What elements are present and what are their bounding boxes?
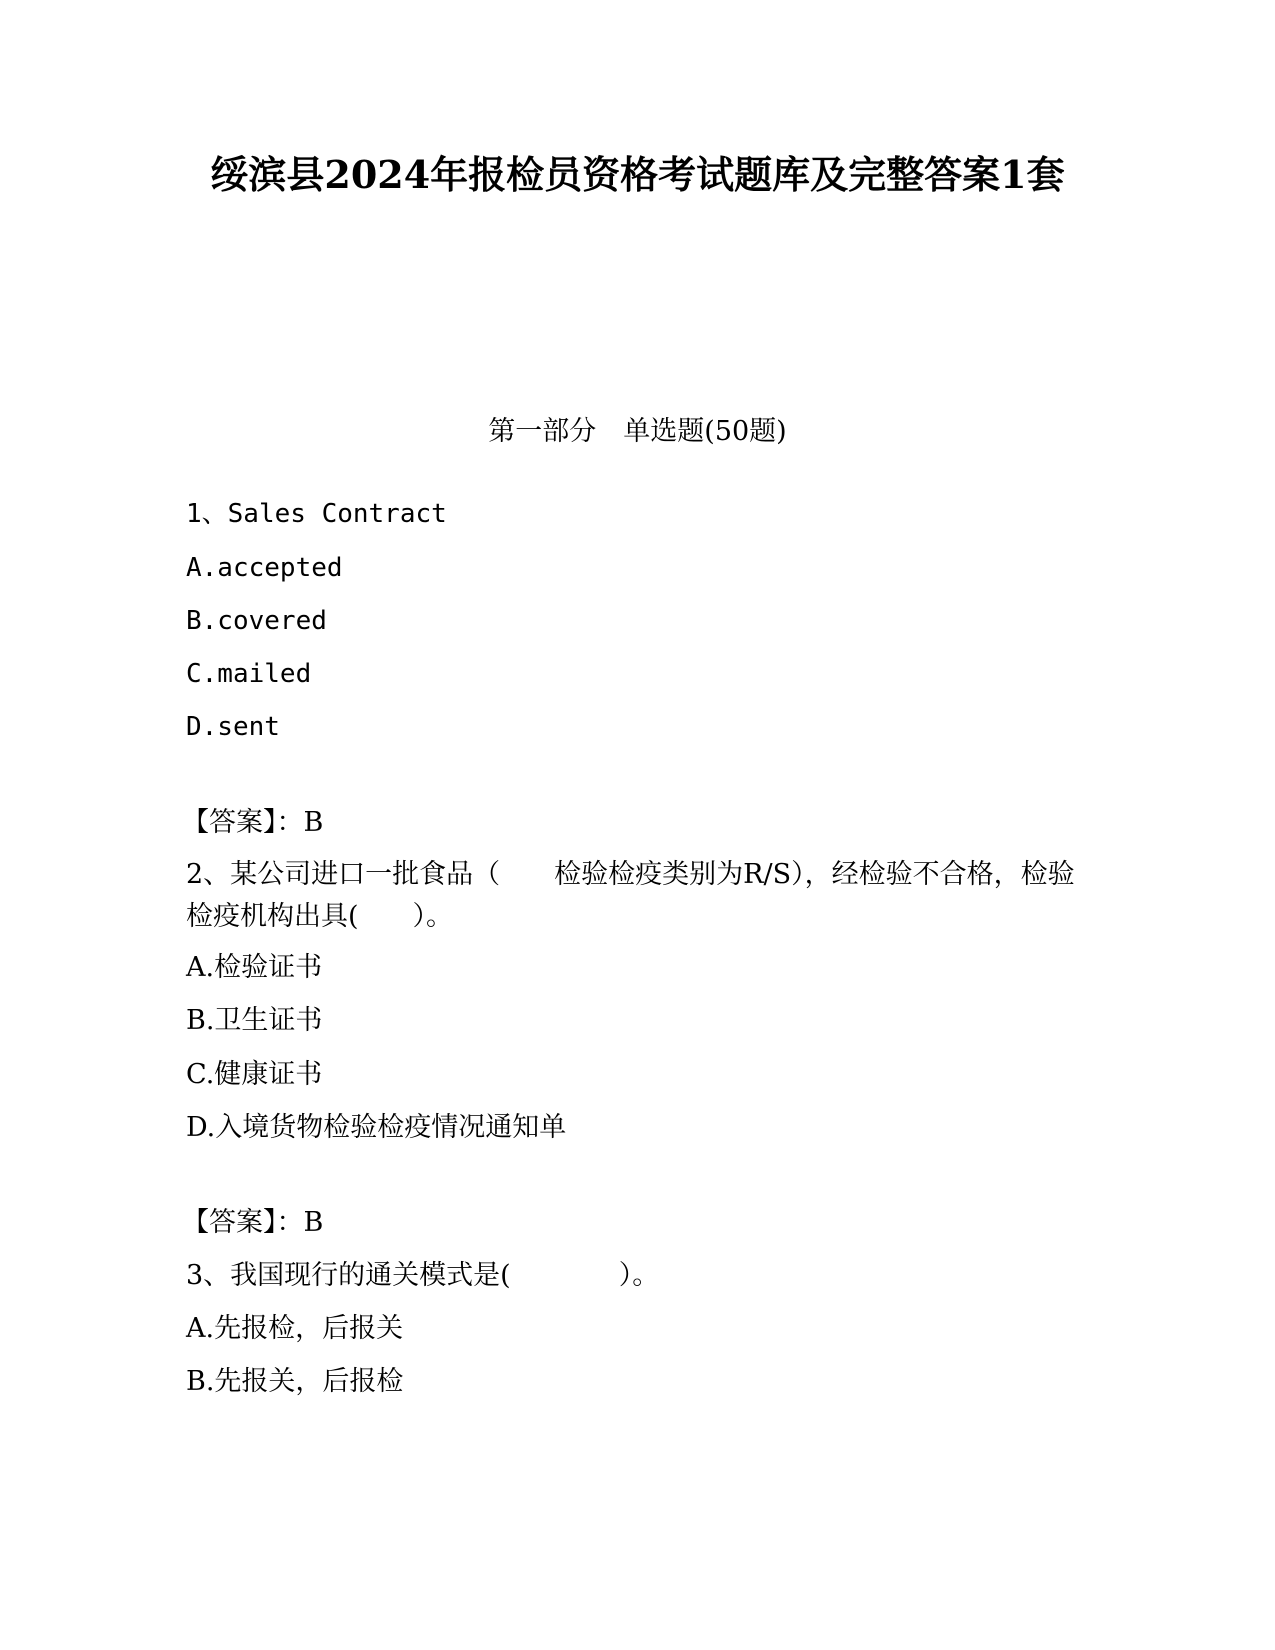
option-b: B.卫生证书 (186, 1005, 323, 1036)
option-d: D.入境货物检验检疫情况通知单 (186, 1112, 567, 1143)
answer: 【答案】：B (182, 1207, 324, 1238)
option-b: B.covered (186, 606, 327, 636)
section-heading: 第一部分 单选题(50题) (488, 416, 787, 447)
question-stem: 3、我国现行的通关模式是( ）。 (186, 1260, 660, 1291)
option-a: A.先报检，后报关 (186, 1313, 404, 1344)
option-d: D.sent (186, 712, 280, 742)
answer: 【答案】：B (182, 807, 324, 838)
option-a: A.accepted (186, 553, 343, 583)
question-stem: 2、某公司进口一批食品（ 检验检疫类别为R/S），经检验不合格，检验检疫机构出具( ）。 (186, 859, 1075, 932)
question-stem: 1、Sales Contract (186, 499, 447, 529)
option-c: C.mailed (186, 659, 312, 689)
option-b: B.先报关，后报检 (186, 1366, 404, 1397)
option-c: C.健康证书 (186, 1059, 323, 1090)
option-a: A.检验证书 (186, 952, 323, 983)
page-title: 绥滨县2024年报检员资格考试题库及完整答案1套 (210, 152, 1065, 197)
